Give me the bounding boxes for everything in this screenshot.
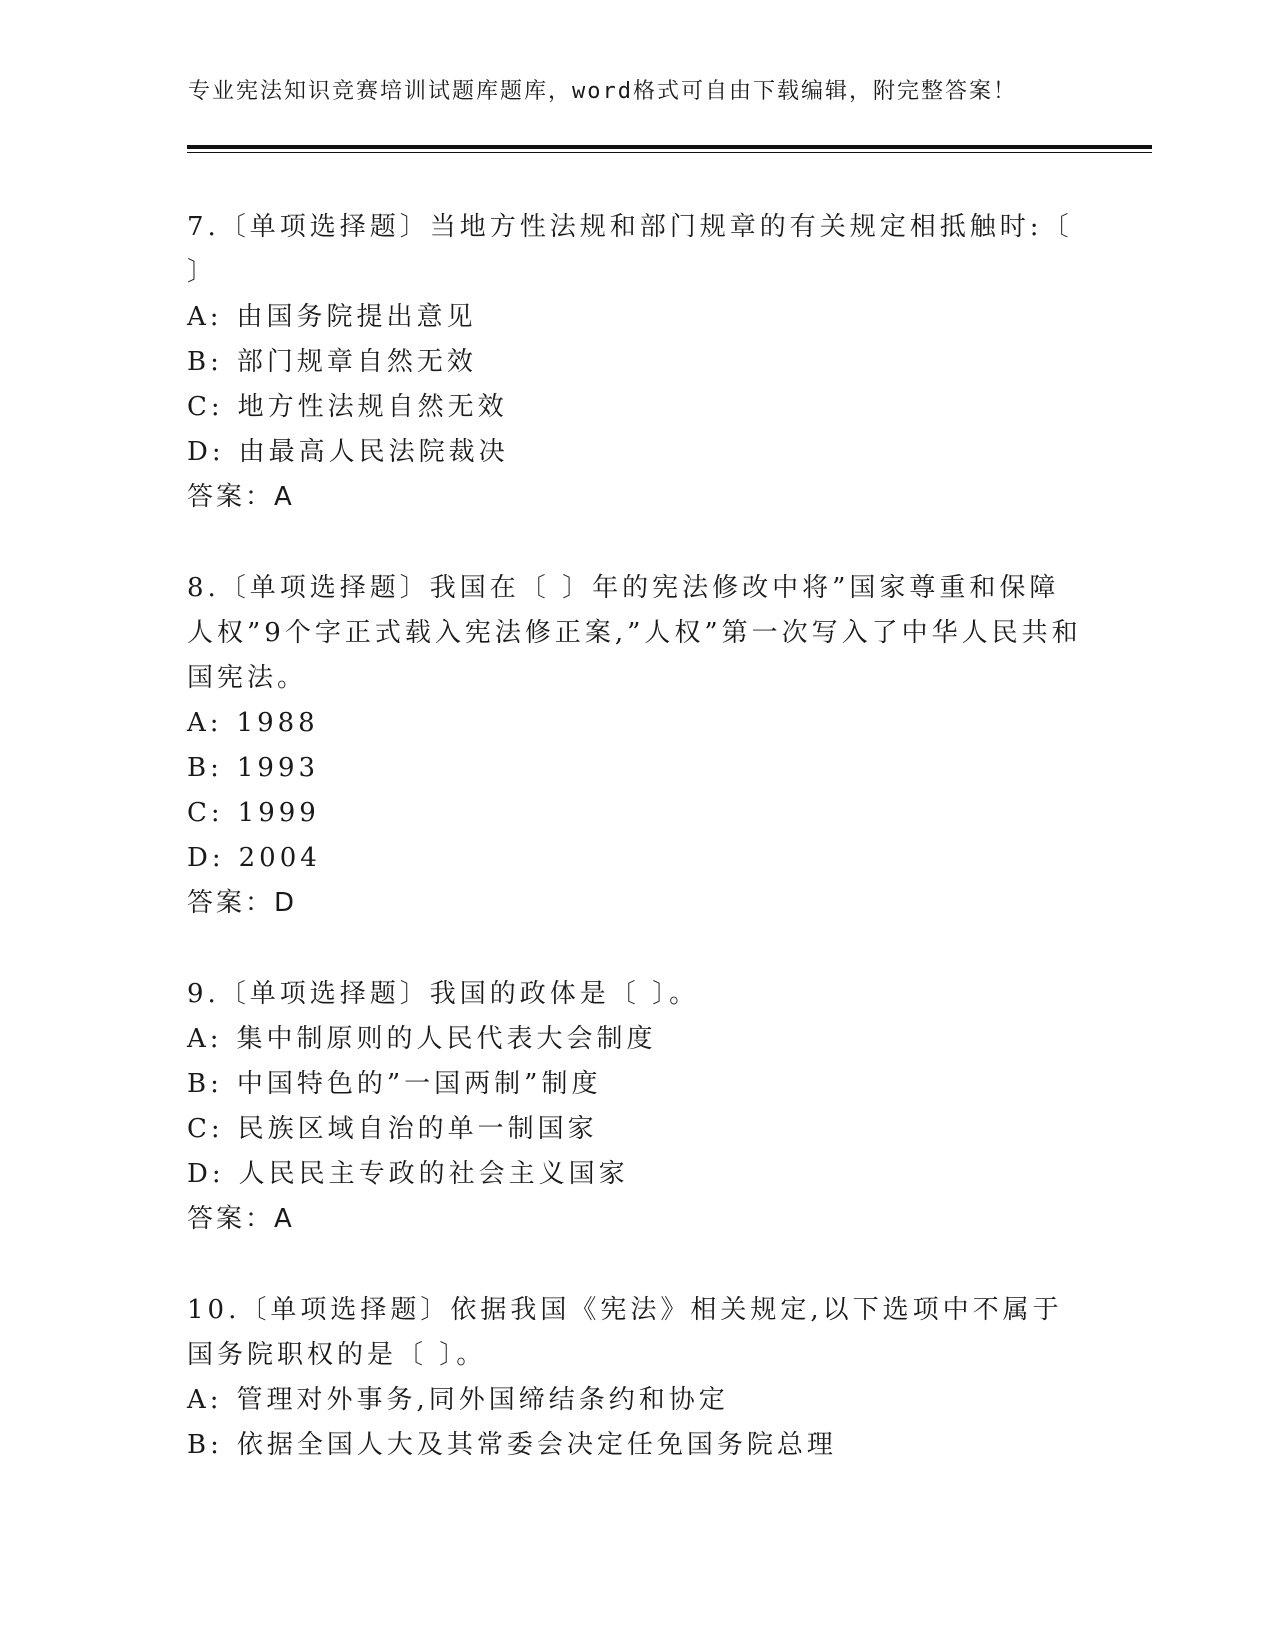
option-a [187,1378,1087,1423]
option-d [187,1152,1087,1197]
question-text: 10.〔单项选择题〕依据我国《宪法》相关规定,以下选项中不属于国务院职权的是〔 〕。 [187,1295,1063,1370]
answer: 答案：A [187,1204,295,1234]
question-10 [187,1288,1087,1468]
option-b [187,746,1087,791]
option-text: 集中制原则的人民代表大会制度 [236,1024,657,1054]
option-d [187,430,1087,475]
option-text: 依据全国人大及其常委会决定任免国务院总理 [236,1430,837,1460]
option-letter: B: [187,1430,223,1460]
option-a [187,295,1087,340]
option-letter: A: [187,302,223,332]
option-a [187,701,1087,746]
option-d [187,836,1087,881]
page-header: 专业宪法知识竞赛培训试题库题库，word格式可自由下载编辑，附完整答案！ [188,79,1017,104]
option-text: 2004 [238,843,321,873]
option-letter: A: [187,1024,223,1054]
option-text: 1988 [236,708,319,738]
option-c [187,385,1087,430]
answer: 答案：D [187,888,298,918]
option-letter: D: [187,843,225,873]
option-text: 部门规章自然无效 [236,347,477,377]
option-text: 由国务院提出意见 [236,302,477,332]
option-text: 1999 [237,798,320,828]
question-list [187,205,1087,1514]
header-rule-thick [187,145,1152,149]
question-8 [187,566,1087,926]
question-text: 8.〔单项选择题〕我国在〔 〕年的宪法修改中将”国家尊重和保障人权”9个字正式载入宪法修正案,”人权”第一次写入了中华人民共和国宪法。 [187,573,1082,693]
option-letter: B: [187,753,223,783]
option-text: 中国特色的”一国两制”制度 [236,1069,602,1099]
option-letter: D: [187,437,225,467]
option-b [187,1062,1087,1107]
option-c [187,791,1087,836]
option-letter: C: [187,1114,224,1144]
option-text: 地方性法规自然无效 [237,392,508,422]
option-a [187,1017,1087,1062]
option-letter: A: [187,1385,223,1415]
option-letter: C: [187,392,224,422]
option-text: 由最高人民法院裁决 [238,437,509,467]
option-letter: A: [187,708,223,738]
option-letter: D: [187,1159,225,1189]
question-7 [187,205,1087,520]
option-text: 管理对外事务,同外国缔结条约和协定 [236,1385,729,1415]
option-text: 人民民主专政的社会主义国家 [238,1159,629,1189]
option-letter: B: [187,347,223,377]
option-letter: B: [187,1069,223,1099]
option-c [187,1107,1087,1152]
option-b [187,340,1087,385]
option-letter: C: [187,798,224,828]
question-text: 7.〔单项选择题〕当地方性法规和部门规章的有关规定相抵触时:〔 〕 [187,212,1073,287]
option-text: 1993 [236,753,320,783]
option-text: 民族区域自治的单一制国家 [237,1114,598,1144]
question-9 [187,972,1087,1242]
answer: 答案：A [187,482,295,512]
question-text: 9.〔单项选择题〕我国的政体是〔 〕。 [187,979,700,1009]
option-b [187,1423,1087,1468]
header-rule-thin [187,152,1152,153]
